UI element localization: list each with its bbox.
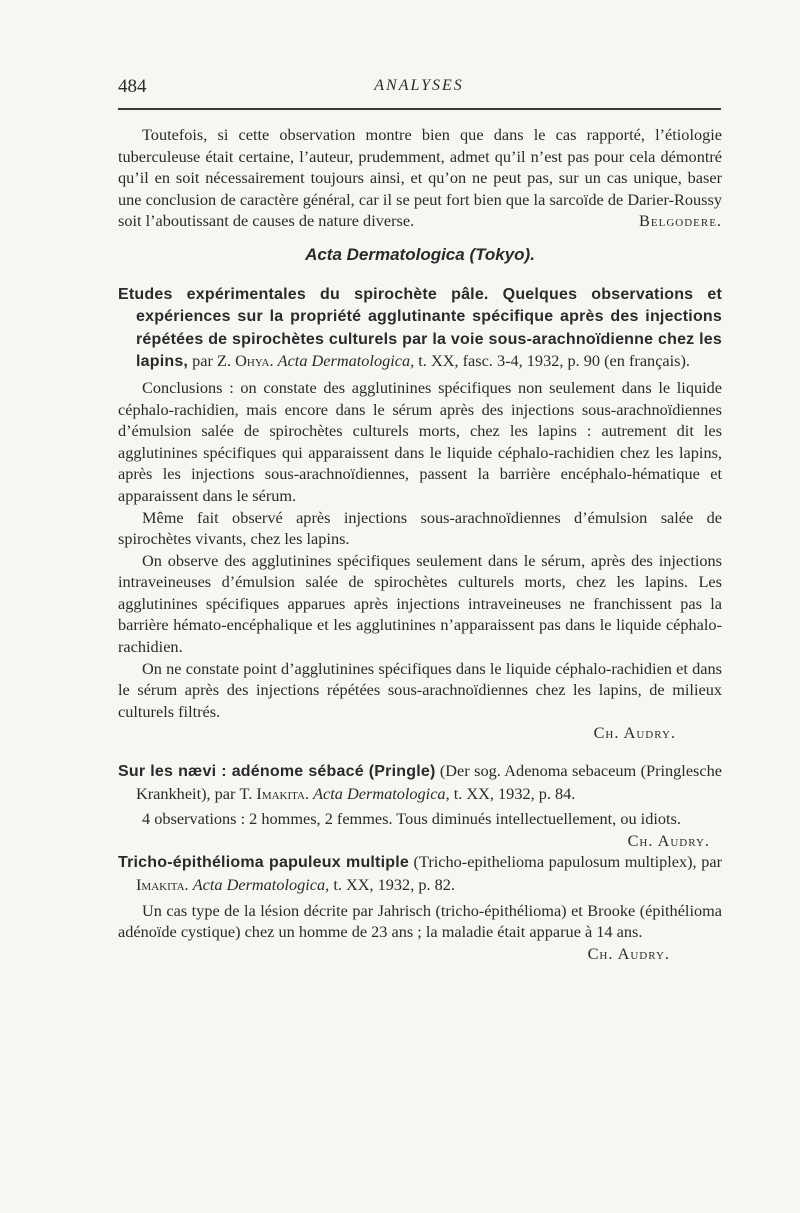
article-3-journal: Acta Dermatologica, xyxy=(192,875,330,894)
article-2-heading xyxy=(118,760,722,804)
article-1 xyxy=(118,283,722,744)
article-1-paragraph: Même fait observé après injections sous-arachnoïdiennes d’émulsion salée de spirochètes vivants, chez les lapins. xyxy=(118,507,722,549)
article-1-paragraph: On ne constate point d’agglutinines spécifiques dans le liquide céphalo-rachidien et dans le sérum après des injections répétées sous-arachnoïdiennes chez les lapins, de milieux culturels filtrés. xyxy=(118,658,722,721)
article-3 xyxy=(118,851,722,963)
article-1-ref-post: t. XX, fasc. 3-4, 1932, p. 90 (en français). xyxy=(414,351,690,371)
article-1-signature-line xyxy=(118,722,722,744)
article-1-title: Etudes expérimentales du spirochète pâle. Quelques observations et expériences sur la propriété agglutinante spécifique après des injections répétées de spirochètes culturels par la voie sous-arachnoïdienne chez les lapins, xyxy=(118,285,722,371)
article-1-signature: Ch. Audry. xyxy=(593,723,676,743)
article-3-paragraph xyxy=(118,900,722,963)
page-body xyxy=(118,124,722,964)
article-2-journal: Acta Dermatologica, xyxy=(313,783,450,803)
article-1-journal: Acta Dermatologica, xyxy=(277,351,415,371)
article-3-heading xyxy=(118,851,722,895)
intro-signature: Belgodere. xyxy=(639,211,722,231)
article-2-text: 4 observations : 2 hommes, 2 femmes. Tous diminués intellectuellement, ou idiots. xyxy=(142,809,681,829)
article-1-ref-pre: par xyxy=(188,351,218,371)
header-rule xyxy=(118,108,721,110)
article-3-signature: Ch. Audry. xyxy=(587,943,670,963)
article-2-title: Sur les nævi : adénome sébacé (Pringle) xyxy=(118,763,436,781)
article-2-author: T. Imakita. xyxy=(239,783,310,803)
article-3-text: Un cas type de la lésion décrite par Jahrisch (tricho-épithélioma) et Brooke (épithélioma adénoïde cystique) chez un homme de 23 ans ; la maladie était apparue à 14 ans. xyxy=(118,900,722,942)
article-2-signature: Ch. Audry. xyxy=(627,830,710,850)
article-3-ref-post: t. XX, 1932, p. 82. xyxy=(329,875,455,894)
article-2 xyxy=(118,760,722,850)
article-1-author: Z. Ohya. xyxy=(217,351,274,371)
running-title: ANALYSES xyxy=(374,77,464,94)
intro-paragraph xyxy=(118,124,722,232)
journal-heading: Acta Dermatologica (Tokyo). xyxy=(305,244,535,264)
running-header xyxy=(118,76,720,102)
article-1-heading xyxy=(118,283,722,373)
article-3-title: Tricho-épithélioma papuleux multiple xyxy=(118,854,409,872)
article-1-paragraph: On observe des agglutinines spécifiques seulement dans le sérum, après des injections intraveineuses d’émulsion salée de spirochètes culturels morts, chez les lapins. Les agglutinines spécifiques apparues après injections intraveineuses ne franchissent pas la barrière hémato-encéphalique et les agglutinines n’apparaissent pas dans le liquide céphalo-rachidien. xyxy=(118,550,722,657)
article-1-paragraph: Conclusions : on constate des agglutinines spécifiques non seulement dans le liquide céphalo-rachidien, mais encore dans le sérum après des injections sous-arachnoïdiennes d’émulsion salée de spirochètes culturels morts, chez les lapins : autrement dit les agglutinines spécifiques qui apparaissent dans le liquide céphalo-rachidien chez les lapins, après les injections sous-arachnoïdiennes, passent la barrière encéphalo-hématique et apparaissent dans le sérum. xyxy=(118,377,722,505)
intro-text: Toutefois, si cette observation montre bien que dans le cas rapporté, l’étiologie tuberculeuse était certaine, l’auteur, prudemment, admet qu’il n’est pas pour cela démontré qu’il en soit nécessairement toujours ainsi, et qu’on ne peut pas, sur un cas unique, baser une conclusion de caractère général, car il se peut fort bien que la sarcoïde de Darier-Roussy soit l’aboutissant de causes de nature diverse. xyxy=(118,125,722,231)
page-number: 484 xyxy=(118,76,147,97)
article-2-paragraph xyxy=(118,808,722,850)
article-2-ref-pre: (Der sog. Adenoma sebaceum (Pringlesche Krankheit), par xyxy=(136,761,722,803)
article-3-author: Imakita. xyxy=(136,875,189,894)
article-3-ref-pre: (Tricho-epithelioma papulosum multiplex), par xyxy=(408,852,722,872)
article-2-ref-post: t. XX, 1932, p. 84. xyxy=(449,783,576,803)
